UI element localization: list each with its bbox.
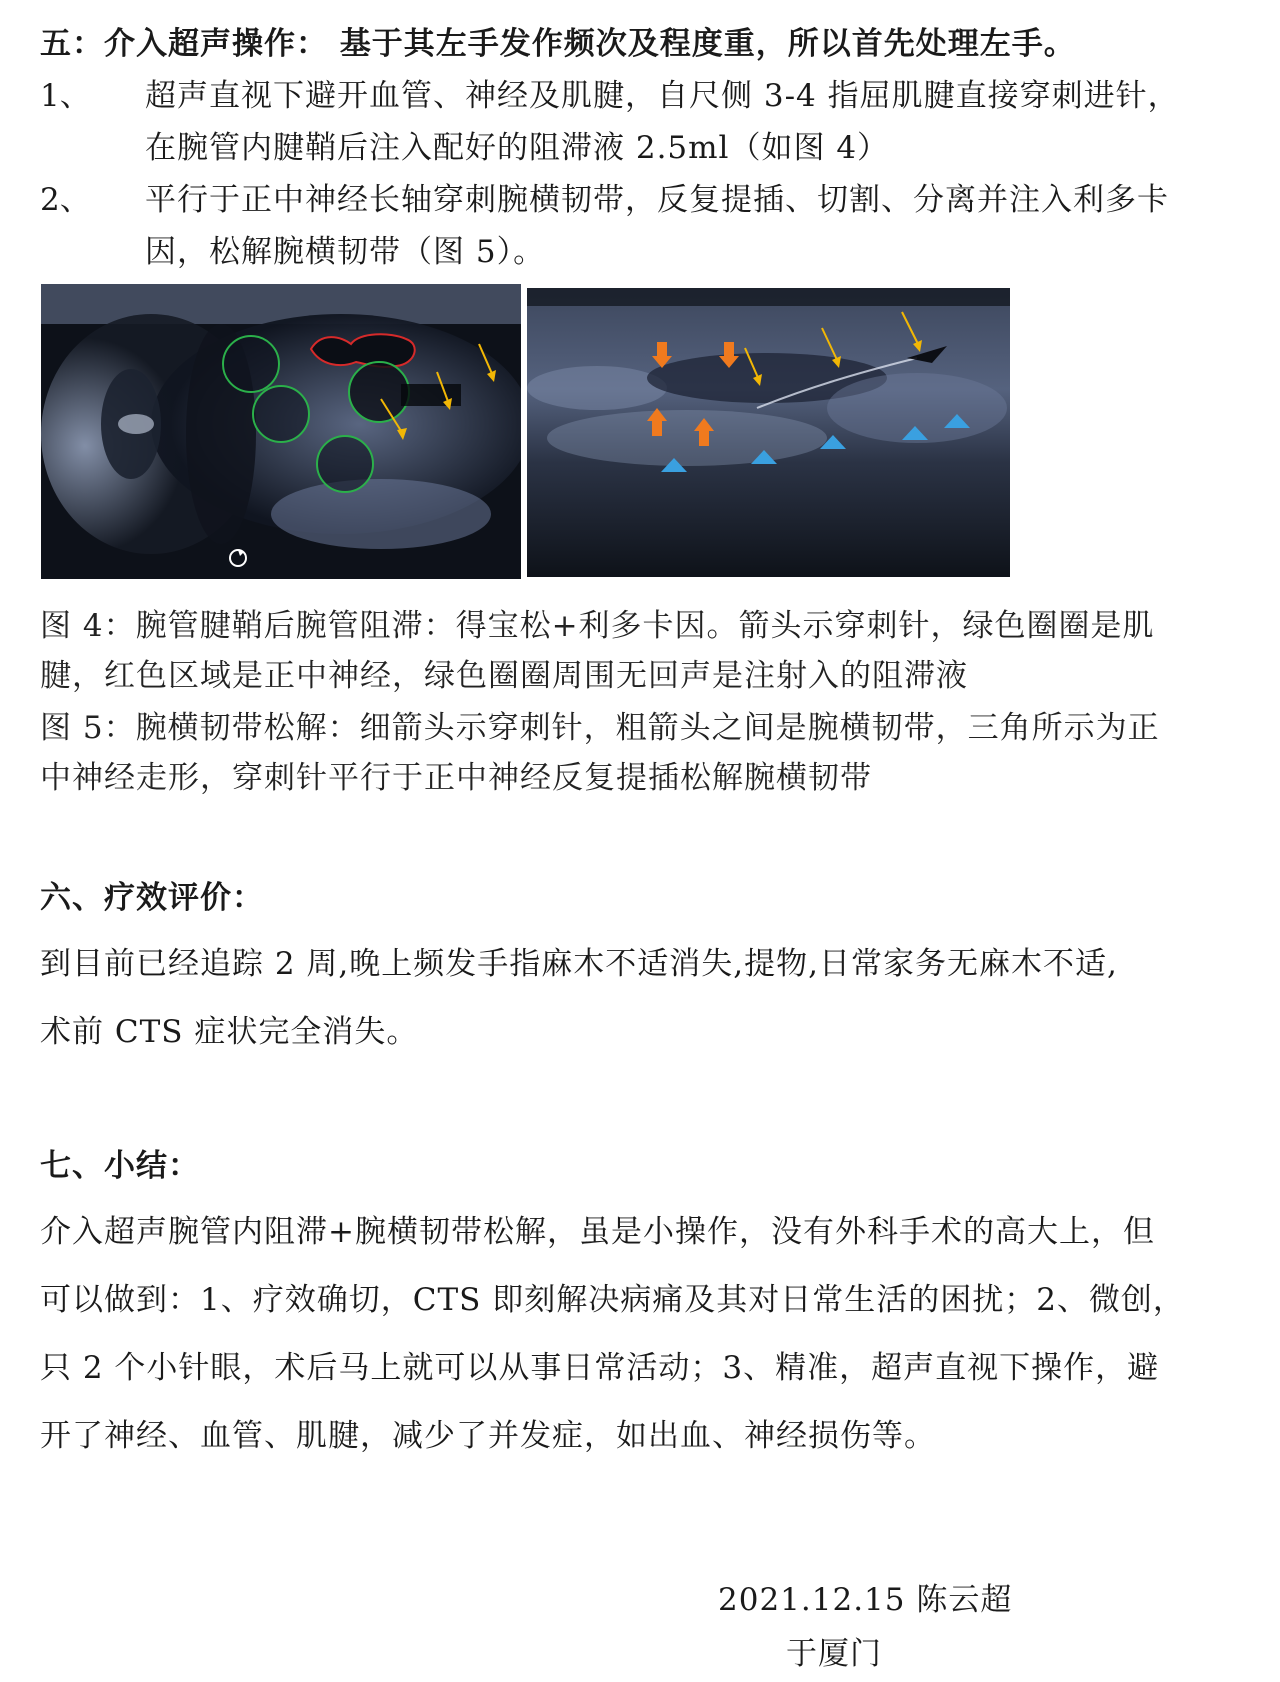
section7-heading: 七、小结：: [40, 1148, 200, 1184]
figure4-caption-line: 腱，红色区域是正中神经，绿色圈圈周围无回声是注射入的阻滞液: [40, 658, 968, 694]
section6-heading: 六、疗效评价：: [40, 880, 264, 916]
signature-date-author: 2021.12.15 陈云超: [718, 1582, 1013, 1618]
figure5-ultrasound-image: [527, 288, 1010, 577]
list-item-line: 因，松解腕横韧带（图 5）。: [145, 234, 546, 270]
paragraph-line: 术前 CTS 症状完全消失。: [40, 1014, 419, 1050]
list-item-number: 2、: [40, 182, 91, 218]
list-item-line: 超声直视下避开血管、神经及肌腱，自尺侧 3-4 指屈肌腱直接穿刺进针，: [145, 78, 1180, 114]
paragraph-line: 可以做到：1、疗效确切，CTS 即刻解决病痛及其对日常生活的困扰；2、微创，: [40, 1282, 1185, 1318]
paragraph-line: 开了神经、血管、肌腱，减少了并发症，如出血、神经损伤等。: [40, 1418, 936, 1454]
signature-place: 于厦门: [786, 1636, 882, 1672]
figure5-caption-line: 中神经走形，穿刺针平行于正中神经反复提插松解腕横韧带: [40, 760, 872, 796]
figure4-caption-line: 图 4：腕管腱鞘后腕管阻滞：得宝松+利多卡因。箭头示穿刺针，绿色圈圈是肌: [40, 608, 1155, 644]
list-item-number: 1、: [40, 78, 91, 114]
figure4-ultrasound-image: [41, 284, 521, 579]
list-item-line: 在腕管内腱鞘后注入配好的阻滞液 2.5ml（如图 4）: [145, 130, 890, 166]
section5-heading: 五：介入超声操作： 基于其左手发作频次及程度重，所以首先处理左手。: [40, 26, 1076, 62]
list-item-line: 平行于正中神经长轴穿刺腕横韧带，反复提插、切割、分离并注入利多卡: [145, 182, 1169, 218]
paragraph-line: 只 2 个小针眼，术后马上就可以从事日常活动；3、精准，超声直视下操作，避: [40, 1350, 1160, 1386]
paragraph-line: 介入超声腕管内阻滞+腕横韧带松解，虽是小操作，没有外科手术的高大上，但: [40, 1214, 1155, 1250]
paragraph-line: 到目前已经追踪 2 周,晚上频发手指麻木不适消失,提物,日常家务无麻木不适,: [40, 946, 1118, 982]
figure5-caption-line: 图 5：腕横韧带松解：细箭头示穿刺针，粗箭头之间是腕横韧带，三角所示为正: [40, 710, 1160, 746]
